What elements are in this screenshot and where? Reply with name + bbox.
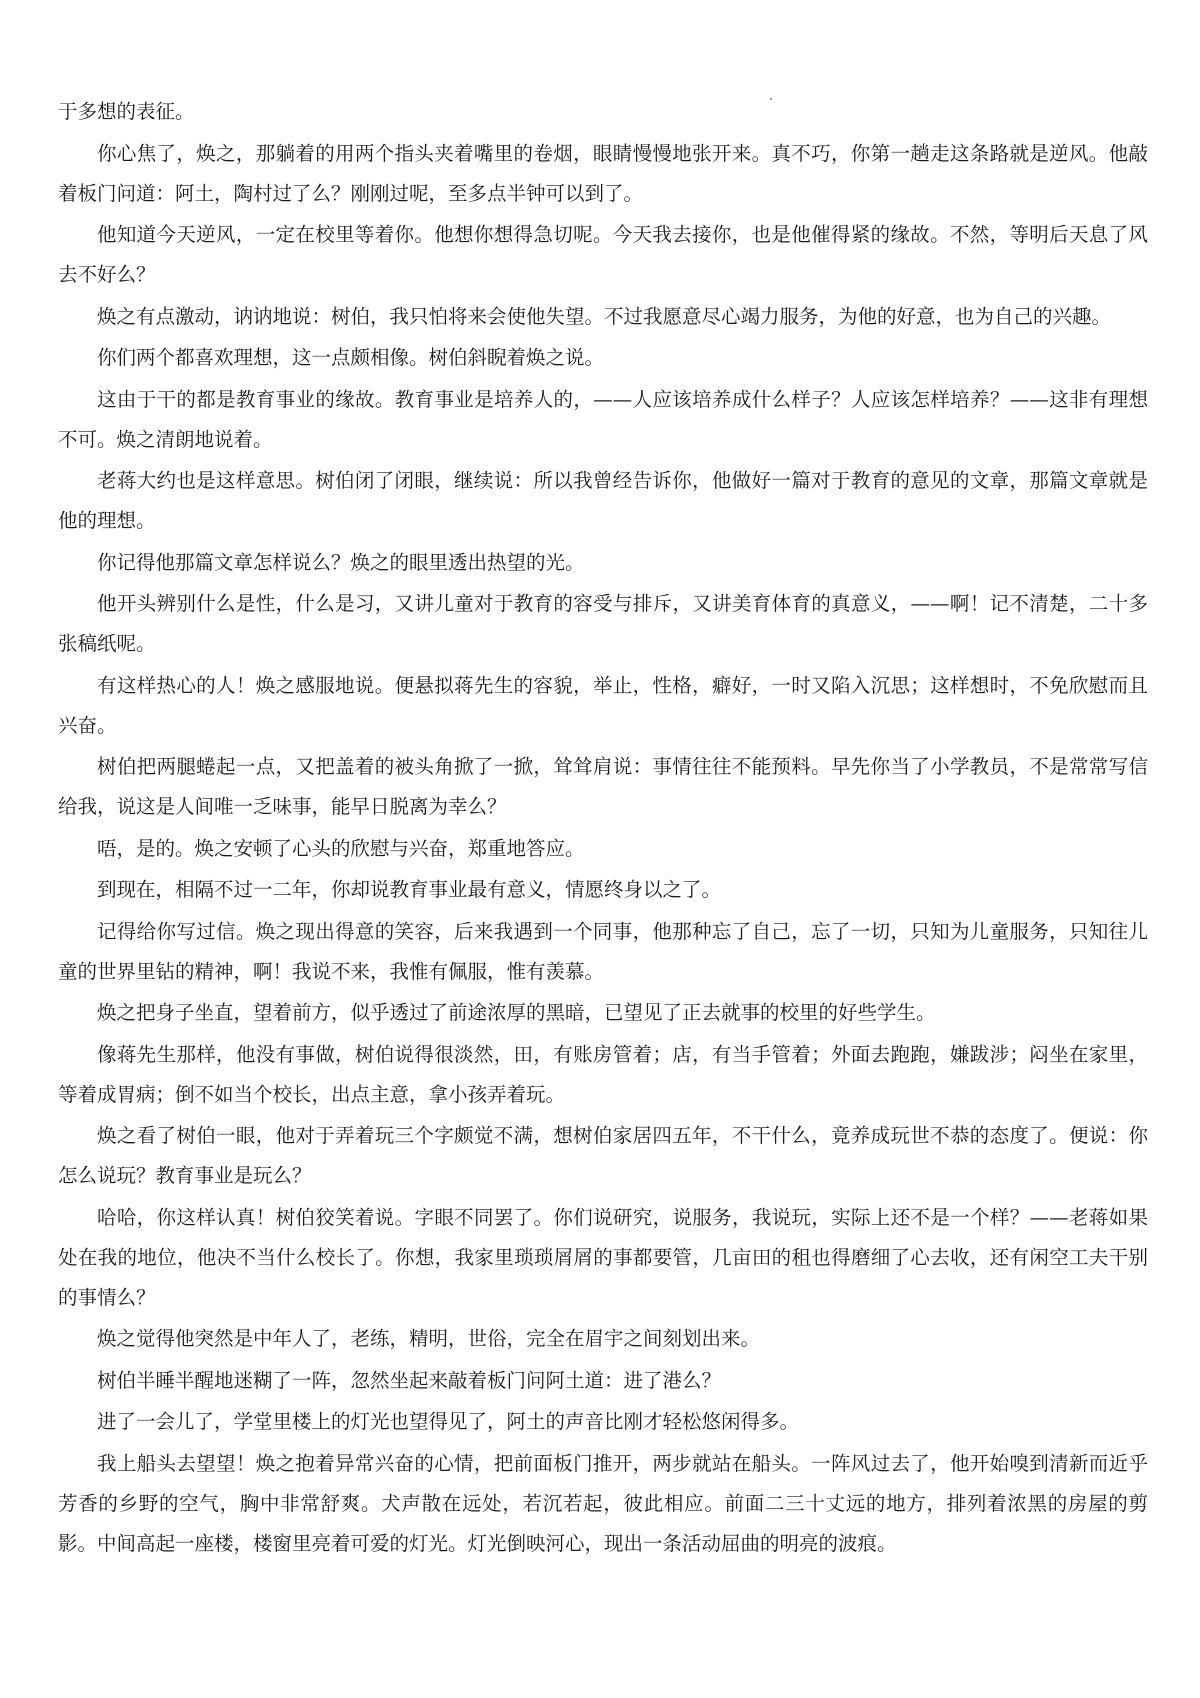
paragraph: 焕之看了树伯一眼，他对于弄着玩三个字颇觉不满，想树伯家居四五年，不干什么，竟养成玩世不恭的态度了。便说：你怎么说玩？教育事业是玩么？ [58, 1124, 1148, 1187]
document-page [58, 92, 1148, 1565]
paragraph: 老蒋大约也是这样意思。树伯闭了闭眼，继续说：所以我曾经告诉你，他做好一篇对于教育的意见的文章，那篇文章就是他的理想。 [58, 469, 1148, 532]
paragraph: 焕之觉得他突然是中年人了，老练，精明，世俗，完全在眉宇之间刻划出来。 [97, 1327, 761, 1350]
paragraph: 记得给你写过信。焕之现出得意的笑容，后来我遇到一个同事，他那种忘了自己，忘了一切，只知为儿童服务，只知往儿童的世界里钻的精神，啊！我说不来，我惟有佩服，惟有羡慕。 [58, 919, 1148, 983]
paragraph: 他开头辨别什么是性，什么是习，又讲儿童对于教育的容受与排斥，又讲美育体育的真意义，——啊！记不清楚，二十多张稿纸呢。 [58, 592, 1148, 655]
paragraph: 有这样热心的人！焕之感服地说。便悬拟蒋先生的容貌，举止，性格，癖好，一时又陷入沉思；这样想时，不免欣慰而且兴奋。 [58, 673, 1148, 737]
paragraph: 这由于干的都是教育事业的缘故。教育事业是培养人的，——人应该培养成什么样子？人应该怎样培养？——这非有理想不可。焕之清朗地说着。 [58, 387, 1148, 451]
paragraph: 到现在，相隔不过一二年，你却说教育事业最有意义，情愿终身以之了。 [97, 878, 722, 901]
paragraph: 唔，是的。焕之安顿了心头的欣慰与兴奋，郑重地答应。 [97, 836, 585, 860]
paragraph: 树伯半睡半醒地迷糊了一阵，忽然坐起来敲着板门问阿土道：进了港么？ [97, 1368, 722, 1392]
paragraph: 哈哈，你这样认真！树伯狡笑着说。字眼不同罢了。你们说研究，说服务，我说玩，实际上还不是一个样？——老蒋如果处在我的地位，他决不当什么校长了。你想，我家里琐琐屑屑的事都要管，几亩田的租也得磨细了心去收，还有闲空工夫干别的事情么？ [58, 1205, 1148, 1309]
paragraph: 他知道今天逆风，一定在校里等着你。他想你想得急切呢。今天我去接你，也是他催得紧的缘故。不然，等明后天息了风去不好么？ [58, 223, 1148, 286]
paragraph: 我上船头去望望！焕之抱着异常兴奋的心情，把前面板门推开，两步就站在船头。一阵风过去了，他开始嗅到清新而近乎芳香的乡野的空气，胸中非常舒爽。犬声散在远处，若沉若起，彼此相应。前面二三十丈远的地方，排列着浓黑的房屋的剪影。中间高起一座楼，楼窗里亮着可爱的灯光。灯光倒映河心，现出一条活动屈曲的明亮的波痕。 [58, 1451, 1148, 1555]
paragraph: 焕之把身子坐直，望着前方，似乎透过了前途浓厚的黑暗，已望见了正去就事的校里的好些学生。 [97, 1001, 936, 1024]
paragraph: 树伯把两腿蜷起一点，又把盖着的被头角掀了一掀，耸耸肩说：事情往往不能预料。早先你当了小学教员，不是常常写信给我，说这是人间唯一乏味事，能早日脱离为幸么？ [58, 755, 1148, 818]
paragraph: 你记得他那篇文章怎样说么？焕之的眼里透出热望的光。 [97, 550, 585, 574]
paragraph: 于多想的表征。 [58, 100, 195, 123]
paragraph: 像蒋先生那样，他没有事做，树伯说得很淡然，田，有账房管着；店，有当手管着；外面去跑跑，嫌跋涉；闷坐在家里，等着成胃病；倒不如当个校长，出点主意，拿小孩弄着玩。 [58, 1042, 1148, 1106]
paragraph: 你们两个都喜欢理想，这一点颇相像。树伯斜睨着焕之说。 [97, 346, 605, 369]
paragraph: 你心焦了，焕之，那躺着的用两个指头夹着嘴里的卷烟，眼睛慢慢地张开来。真不巧，你第一趟走这条路就是逆风。他敲着板门问道：阿土，陶村过了么？刚刚过呢，至多点半钟可以到了。 [58, 141, 1148, 205]
paragraph: 焕之有点激动，讷讷地说：树伯，我只怕将来会使他失望。不过我愿意尽心竭力服务，为他的好意，也为自己的兴趣。 [97, 304, 1112, 328]
paragraph: 进了一会儿了，学堂里楼上的灯光也望得见了，阿土的声音比刚才轻松悠闲得多。 [97, 1410, 800, 1433]
